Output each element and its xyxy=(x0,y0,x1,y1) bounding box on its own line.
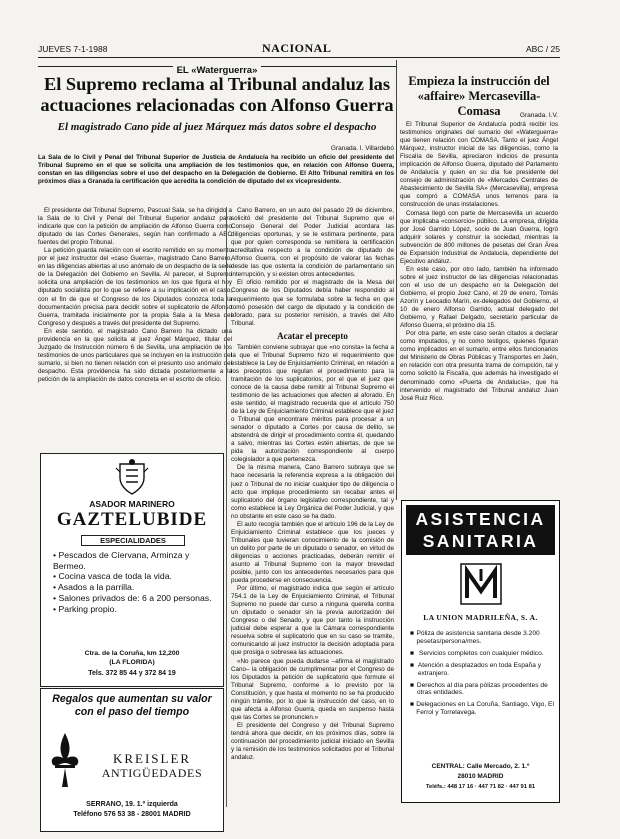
ad-title-line-1: ASISTENCIA xyxy=(415,509,546,529)
side-article-body xyxy=(400,121,558,497)
antiques-ad xyxy=(40,688,224,832)
side-headline: Empieza la instrucción del «affaire» Mercasevilla-Comasa xyxy=(408,74,550,118)
paragraph: En este caso, por otro lado, también ha informado sobre el juez instructor de las diligencias relacionadas con el uso de un despacho en la Delegación del Gobierno, el propio Juez Cano, el 29 de enero, Tomás Azorín y Leocadio Marín, ex-delegados del Gobierno, el 10 de enero Alfonso Garrido, actual delegado del Gobierno, y Rafael Delgado, secretario particular de Alfonso Guerra, el próximo día 15. xyxy=(400,265,558,330)
lead-paragraph: La Sala de lo Civil y Penal del Tribunal Superior de Justicia de Andalucía ha recibido un oficio del presidente del Tribunal Supremo en el que se solicita una ampliación de los testimonios que, en relación con Alfonso Guerra, constan en las diligencias sobre el uso del despacho en la Delegación de Gobierno. El Alto Tribunal remitirá en los próximos días a Granada la certificación que acredita la condición de diputado del ex vicepresidente. xyxy=(38,154,394,186)
list-item: • Cocina vasca de toda la vida. xyxy=(53,571,172,582)
list-item: ■ Derechos al día para pólizas procedentes de otras entidades. xyxy=(410,681,548,697)
page-header xyxy=(38,42,560,56)
paragraph: El oficio remitido por el magistrado de la Mesa del Congreso de los Diputados debía haber respondido al requerimiento que se formulaba sobre la fecha en que tomó posesión del cargo de diputado y la condición de aforado, para su posterior remisión, a través del Alto Tribunal. xyxy=(231,279,394,327)
bullet-icon: ■ xyxy=(410,701,414,709)
paragraph: El presidente del Tribunal Supremo, Pascual Sala, se ha dirigido a la Sala de lo Civil y Penal del Tribunal Superior andaluz para indicarle que con la petición de ampliación de Alfonso Guerra como diputado de las Cortes Generales, según han confirmado a ABC fuentes del propio Tribunal. xyxy=(38,207,232,247)
ad-area: (LA FLORIDA) xyxy=(109,659,155,666)
ad-company: LA UNION MADRILEÑA, S. A. xyxy=(423,613,538,622)
paragraph: En este sentido, el magistrado Cano Barrero ha dictado una providencia en la que solicita al juez Ángel Márquez, titular del Juzgado de Instrucción número 6 de Sevilla, una ampliación de los testimonios de unos particulares que se incluyen en la instrucción del sumario, si bien no tienen relación con el presunto uso anómalo del despacho. Esta providencia ha sido dictada posteriormente a la petición de la ampliación de datos concreta en el escrito de oficio. xyxy=(38,327,232,383)
ad-address: Ctra. de la Coruña, km 12,200 xyxy=(84,650,180,657)
paragraph: Comasa llegó con parte de Mercasevilla un acuerdo que implicaba «consorcio» público. La empresa, dirigida por José Garrido López, socio de Juan Guerra, logró adquirir solares y construir la sociedad, mientras la subvención de 800 millones de pesetas del Gran Área de Expansión Industrial de Andalucía, dependiente del Ejecutivo andaluz. xyxy=(400,209,558,265)
side-byline: Granada. I.V. xyxy=(519,112,558,119)
bullet-icon: ■ xyxy=(410,661,414,669)
list-item: • Pescados de Cíervana, Arminza y Bermeo. xyxy=(53,550,190,571)
column-rule xyxy=(226,207,227,807)
intertitle: Acatar el precepto xyxy=(277,330,348,341)
specialities-band: ESPECIALIDADES xyxy=(81,535,185,546)
list-item: ■ Delegaciones en La Coruña, Santiago, Vigo, El Ferrol y Torrelavega. xyxy=(410,701,554,717)
ad-phones: Teléfs.: 448 17 16 · 447 71 82 · 447 91 81 xyxy=(425,784,536,790)
list-item: ■ Póliza de asistencia sanitaria desde 3.200 pesetas/persona/mes. xyxy=(410,630,540,645)
ad-address: SERRANO, 19. 1.º izquierda xyxy=(86,801,178,808)
main-subhead: El magistrado Cano pide al juez Márquez más datos sobre el despacho xyxy=(57,121,377,133)
ad-contact: Teléfono 576 53 38 - 28001 MADRID xyxy=(73,811,191,818)
issue-date: JUEVES 7-1-1988 xyxy=(38,44,108,54)
paragraph: «No parece que pueda dudarse –afirma el magistrado Cano– la obligación de cumplimentar por el Congreso de los Diputados la petición de suplicatorio que formule el Tribunal Supremo, conforme a lo previsto por la Constitución, y que hasta el momento no se ha producido ningún trámite, por lo que la instrucción del caso, en lo que afecta a Alfonso Guerra, queda en suspenso hasta que las Cortes se pronuncien.» xyxy=(231,657,394,721)
bullet-icon: ■ xyxy=(410,630,414,637)
paper-page: ABC / 25 xyxy=(525,44,560,54)
paragraph: Por último, el magistrado indica que según el artículo 754.1 de la Ley de Enjuiciamiento Criminal, el Tribunal Supremo no puede dar curso a ninguna querella contra un diputado o senador sin la previa autorización del Congreso o del Senado, y que por tanto la instrucción judicial debe esperar a que la Cámara correspondiente resuelva sobre el suplicatorio que en su caso se tramite, comunicando al juez instructor la decisión adoptada para que prosiga o sobresea las actuaciones. xyxy=(231,585,394,657)
ad-kicker: ASADOR MARINERO xyxy=(89,499,175,509)
fleur-de-lis-icon xyxy=(49,729,81,791)
ad-city: 28010 MADRID xyxy=(457,773,504,780)
paragraph: De la misma manera, Cano Barrero subraya que se hace necesaria la referencia expresa a la obligación del juez o Tribunal de no iniciar cualquier tipo de diligencia o acto que implique procedimiento sin recabar antes el suplicatorio del órgano legislativo correspondiente, tal y como establece la Ley Orgánica del Poder Judicial, y que no obstante en este caso se ha dado. xyxy=(231,464,394,520)
ad-slogan: Regalos que aumentan su valor con el paso del tiempo xyxy=(52,693,212,718)
section-tag-text: EL «Waterguerra» xyxy=(173,65,262,76)
paragraph: También conviene subrayar que «no consta» la fecha a la que el Tribunal Supremo hizo el requerimiento que establece la Ley de Enjuiciamiento Criminal, en relación a los preceptos que regulan el procedimiento para la tramitación de los suplicatorios, por el que el juez que conoce de la causa debe remitir al Tribunal Supremo el testimonio de las actuaciones que afecten al aforado. En este sentido, el magistrado recuerda que el artículo 750 de la Ley de Enjuiciamiento Criminal establece que el juez o Tribunal que encontrare méritos para procesar a un senador o diputado a Cortes por causa de delito, se abstendrá de dirigir el procedimiento contra él, quedando a salvo, mientras las Cortes estén abiertas, de que se pida la autorización correspondiente al cuerpo colegislador a que pertenezca. xyxy=(231,343,394,464)
paragraph: El presidente del Congreso y del Tribunal Supremo tendrá ahora que decidir, en los próximos días, sobre la continuación del procedimiento judicial iniciado en Sevilla y la remisión de los testimonios solicitados por el Tribunal andaluz. xyxy=(231,721,394,762)
main-column-2 xyxy=(231,207,394,829)
list-item: • Asados a la parrilla. xyxy=(53,582,135,593)
ad-phone: Tels. 372 85 44 y 372 84 19 xyxy=(88,670,176,677)
main-byline: Granada. I. Villardebó xyxy=(330,145,394,152)
ad-item-list xyxy=(53,550,217,614)
ad-title-line-2: SANITARIA xyxy=(422,531,539,551)
section-tag xyxy=(38,60,396,76)
ad-brand-sub: ANTIGÜEDADES xyxy=(101,766,203,780)
header-rule xyxy=(38,57,560,58)
ad-title-band xyxy=(406,505,555,555)
list-item: ■ Atención a desplazados en toda España y extranjero. xyxy=(410,661,542,677)
paragraph: El Tribunal Superior de Andalucía podrá recibir los testimonios originales del sumario del «Waterguerra» que tienen relación con COMASA. Tanto el juez Ángel Márquez, instructor inicial de las diligencias, como la Fiscalía de Sevilla, apreciaron indicios de presunta implicación de Alfonso Guerra, diputado del Parlamento de Andalucía y quien en su día fue presidente del consejo de administración de «Mercados Centrales de Abastecimiento de Sevilla SA» (Mercasevilla), empresa que compró a COMASA unos terrenos para la construcción de unas instalaciones. xyxy=(400,121,558,209)
list-item: ■ Servicios completos con cualquier médico. xyxy=(410,649,544,657)
main-column-1 xyxy=(38,207,232,450)
paragraph: La petición guarda relación con el escrito remitido en su momento por el juez instructor del «caso Guerra», magistrado Cano Barrero, en las diligencias abiertas al uso anómalo de un despacho de la sede de la Delegación del Gobierno en Sevilla. Al parecer, el Supremo solicita una ampliación de los testimonios en los que figura el hoy diputado socialista por lo que se refiere a su implicación en el caso, con el fin de que el Congreso de los Diputados conozca toda la documentación precisa para decidir sobre el suplicatorio de Alfonso Guerra, tramitada inicialmente por la propia Sala a la Mesa del Congreso y después a través del presidente del Supremo. xyxy=(38,247,232,327)
paragraph: Por otra parte, en este caso serán citados a declarar como imputados, y no como testigos, quienes figuran como implicados en el sumario, entre ellos funcionarios del Ministerio de Obras Públicas y Transportes en Jaén, en relación con otra presunta trama de corrupción, tal y como solicitó la Fiscalía, que además ha investigado el denominado como «Puerta de Andalucía», que ha intervenido el magistrado del Tribunal andaluz Juan José Ruiz Rico. xyxy=(400,330,558,402)
restaurant-name: GAZTELUBIDE xyxy=(56,509,208,530)
paragraph: Cano Barrero, en un auto del pasado 29 de diciembre, solicitó del presidente del Tribunal Supremo que el Consejo General del Poder Judicial acordara las diligencias oportunas, y se le estimara pertinente, para que por quien corresponda se remitiera la certificación acreditativa respecto a la condición de diputado de Alfonso Guerra, con el propósito de valorar las fechas desde las que ostenta la condición de parlamentario sin interrupción, y si existen otros antecedentes. xyxy=(231,207,394,279)
restaurant-ad xyxy=(40,453,224,687)
column-rule xyxy=(396,60,397,500)
union-logo-icon xyxy=(460,563,502,605)
ad-bullet-list xyxy=(410,630,554,721)
main-headline: El Supremo reclama al Tribunal andaluz las actuaciones relacionadas con Alfonso Guerra xyxy=(40,74,394,115)
list-item: • Parking propio. xyxy=(53,603,117,614)
bullet-icon: ■ xyxy=(410,649,414,657)
ad-central: CENTRAL: Calle Mercado, 2. 1.º xyxy=(431,763,530,770)
health-insurance-ad xyxy=(401,500,560,803)
list-item: • Salones privados de: 6 a 200 personas. xyxy=(53,592,212,603)
paragraph: El auto recogía también que el artículo 196 de la Ley de Enjuiciamiento Criminal establece que los jueces y Tribunales que tuvieran conocimiento de la comisión de un delito por parte de un diputado o senador, en virtud de diligencias o acciones practicadas, deberán remitir el asunto al Tribunal Supremo con la mayor brevedad posible, junto con los antecedentes necesarios para que pueda procederse en consecuencia. xyxy=(231,520,394,585)
section-name: NACIONAL xyxy=(262,41,332,55)
bullet-icon: ■ xyxy=(410,681,414,689)
ad-brand: KREISLER xyxy=(112,751,192,766)
crest-icon xyxy=(114,458,150,496)
